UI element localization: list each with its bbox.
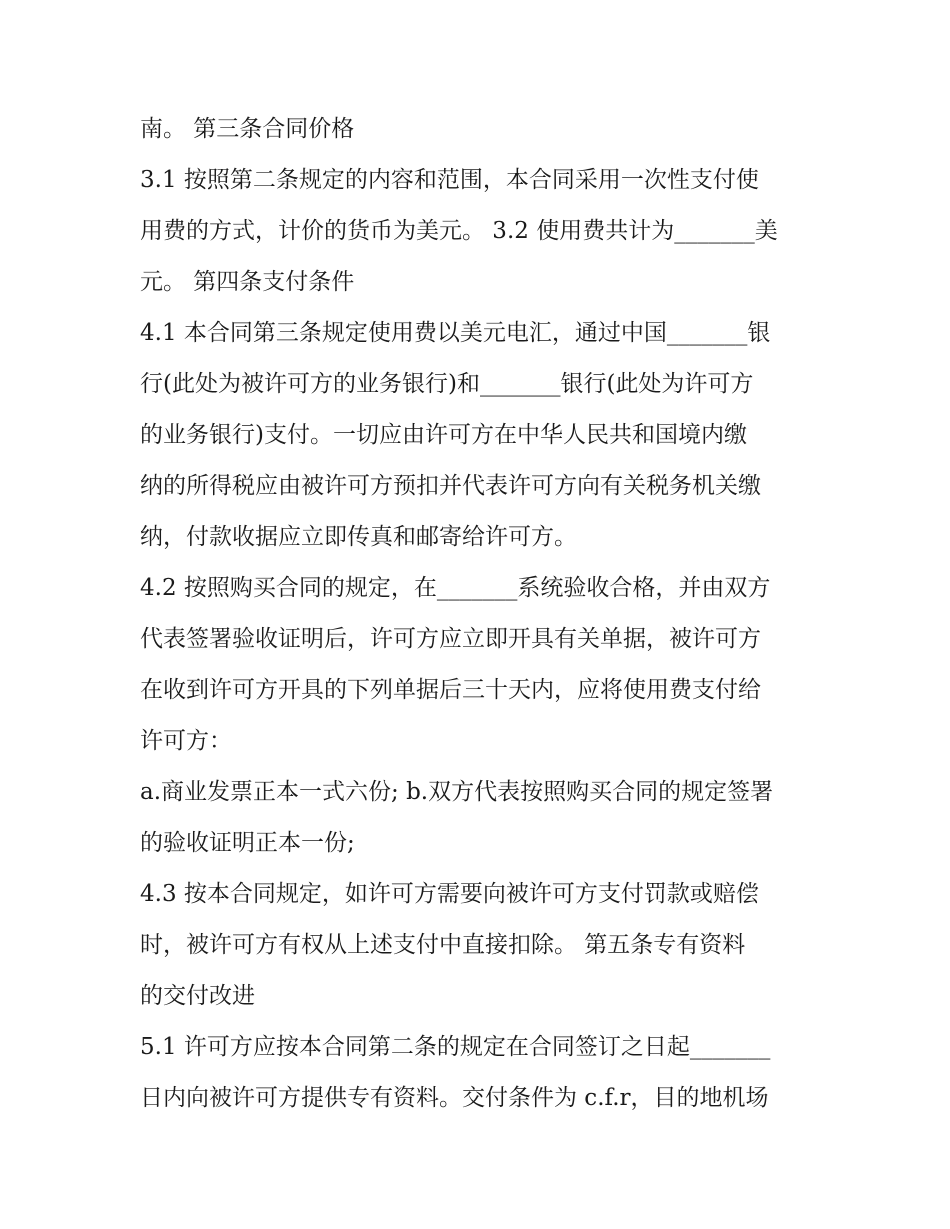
text-line: 的验收证明正本一份; [140, 830, 355, 856]
text-line: 纳，付款收据应立即传真和邮寄给许可方。 [140, 524, 577, 550]
text-line: 纳的所得税应由被许可方预扣并代表许可方向有关税务机关缴 [140, 473, 761, 499]
text-line: a.商业发票正本一式六份; b.双方代表按照购买合同的规定签署 [140, 779, 774, 805]
text-line: 时，被许可方有权从上述支付中直接扣除。 第五条专有资料 [140, 932, 746, 958]
text-line: 4.2 按照购买合同的规定，在_______系统验收合格，并由双方 [140, 575, 771, 601]
text-line: 日内向被许可方提供专有资料。交付条件为 c.f.r，目的地机场 [140, 1085, 769, 1111]
text-line: 用费的方式，计价的货币为美元。 3.2 使用费共计为_______美 [140, 218, 778, 244]
text-line: 在收到许可方开具的下列单据后三十天内，应将使用费支付给 [140, 677, 761, 703]
text-line: 5.1 许可方应按本合同第二条的规定在合同签订之日起_______ [140, 1034, 771, 1060]
text-line: 4.1 本合同第三条规定使用费以美元电汇，通过中国_______银 [140, 320, 771, 346]
text-line: 3.1 按照第二条规定的内容和范围，本合同采用一次性支付使 [140, 167, 759, 193]
text-line: 的业务银行)支付。一切应由许可方在中华人民共和国境内缴 [140, 422, 747, 448]
text-line: 4.3 按本合同规定，如许可方需要向被许可方支付罚款或赔偿 [140, 881, 759, 907]
text-line: 元。 第四条支付条件 [140, 269, 355, 295]
text-line: 南。 第三条合同价格 [140, 116, 355, 142]
text-line: 行(此处为被许可方的业务银行)和_______银行(此处为许可方 [140, 371, 754, 397]
document-body [140, 104, 820, 1124]
text-line: 许可方： [140, 728, 232, 754]
text-line: 的交付改进 [140, 983, 255, 1009]
text-line: 代表签署验收证明后，许可方应立即开具有关单据，被许可方 [140, 626, 761, 652]
